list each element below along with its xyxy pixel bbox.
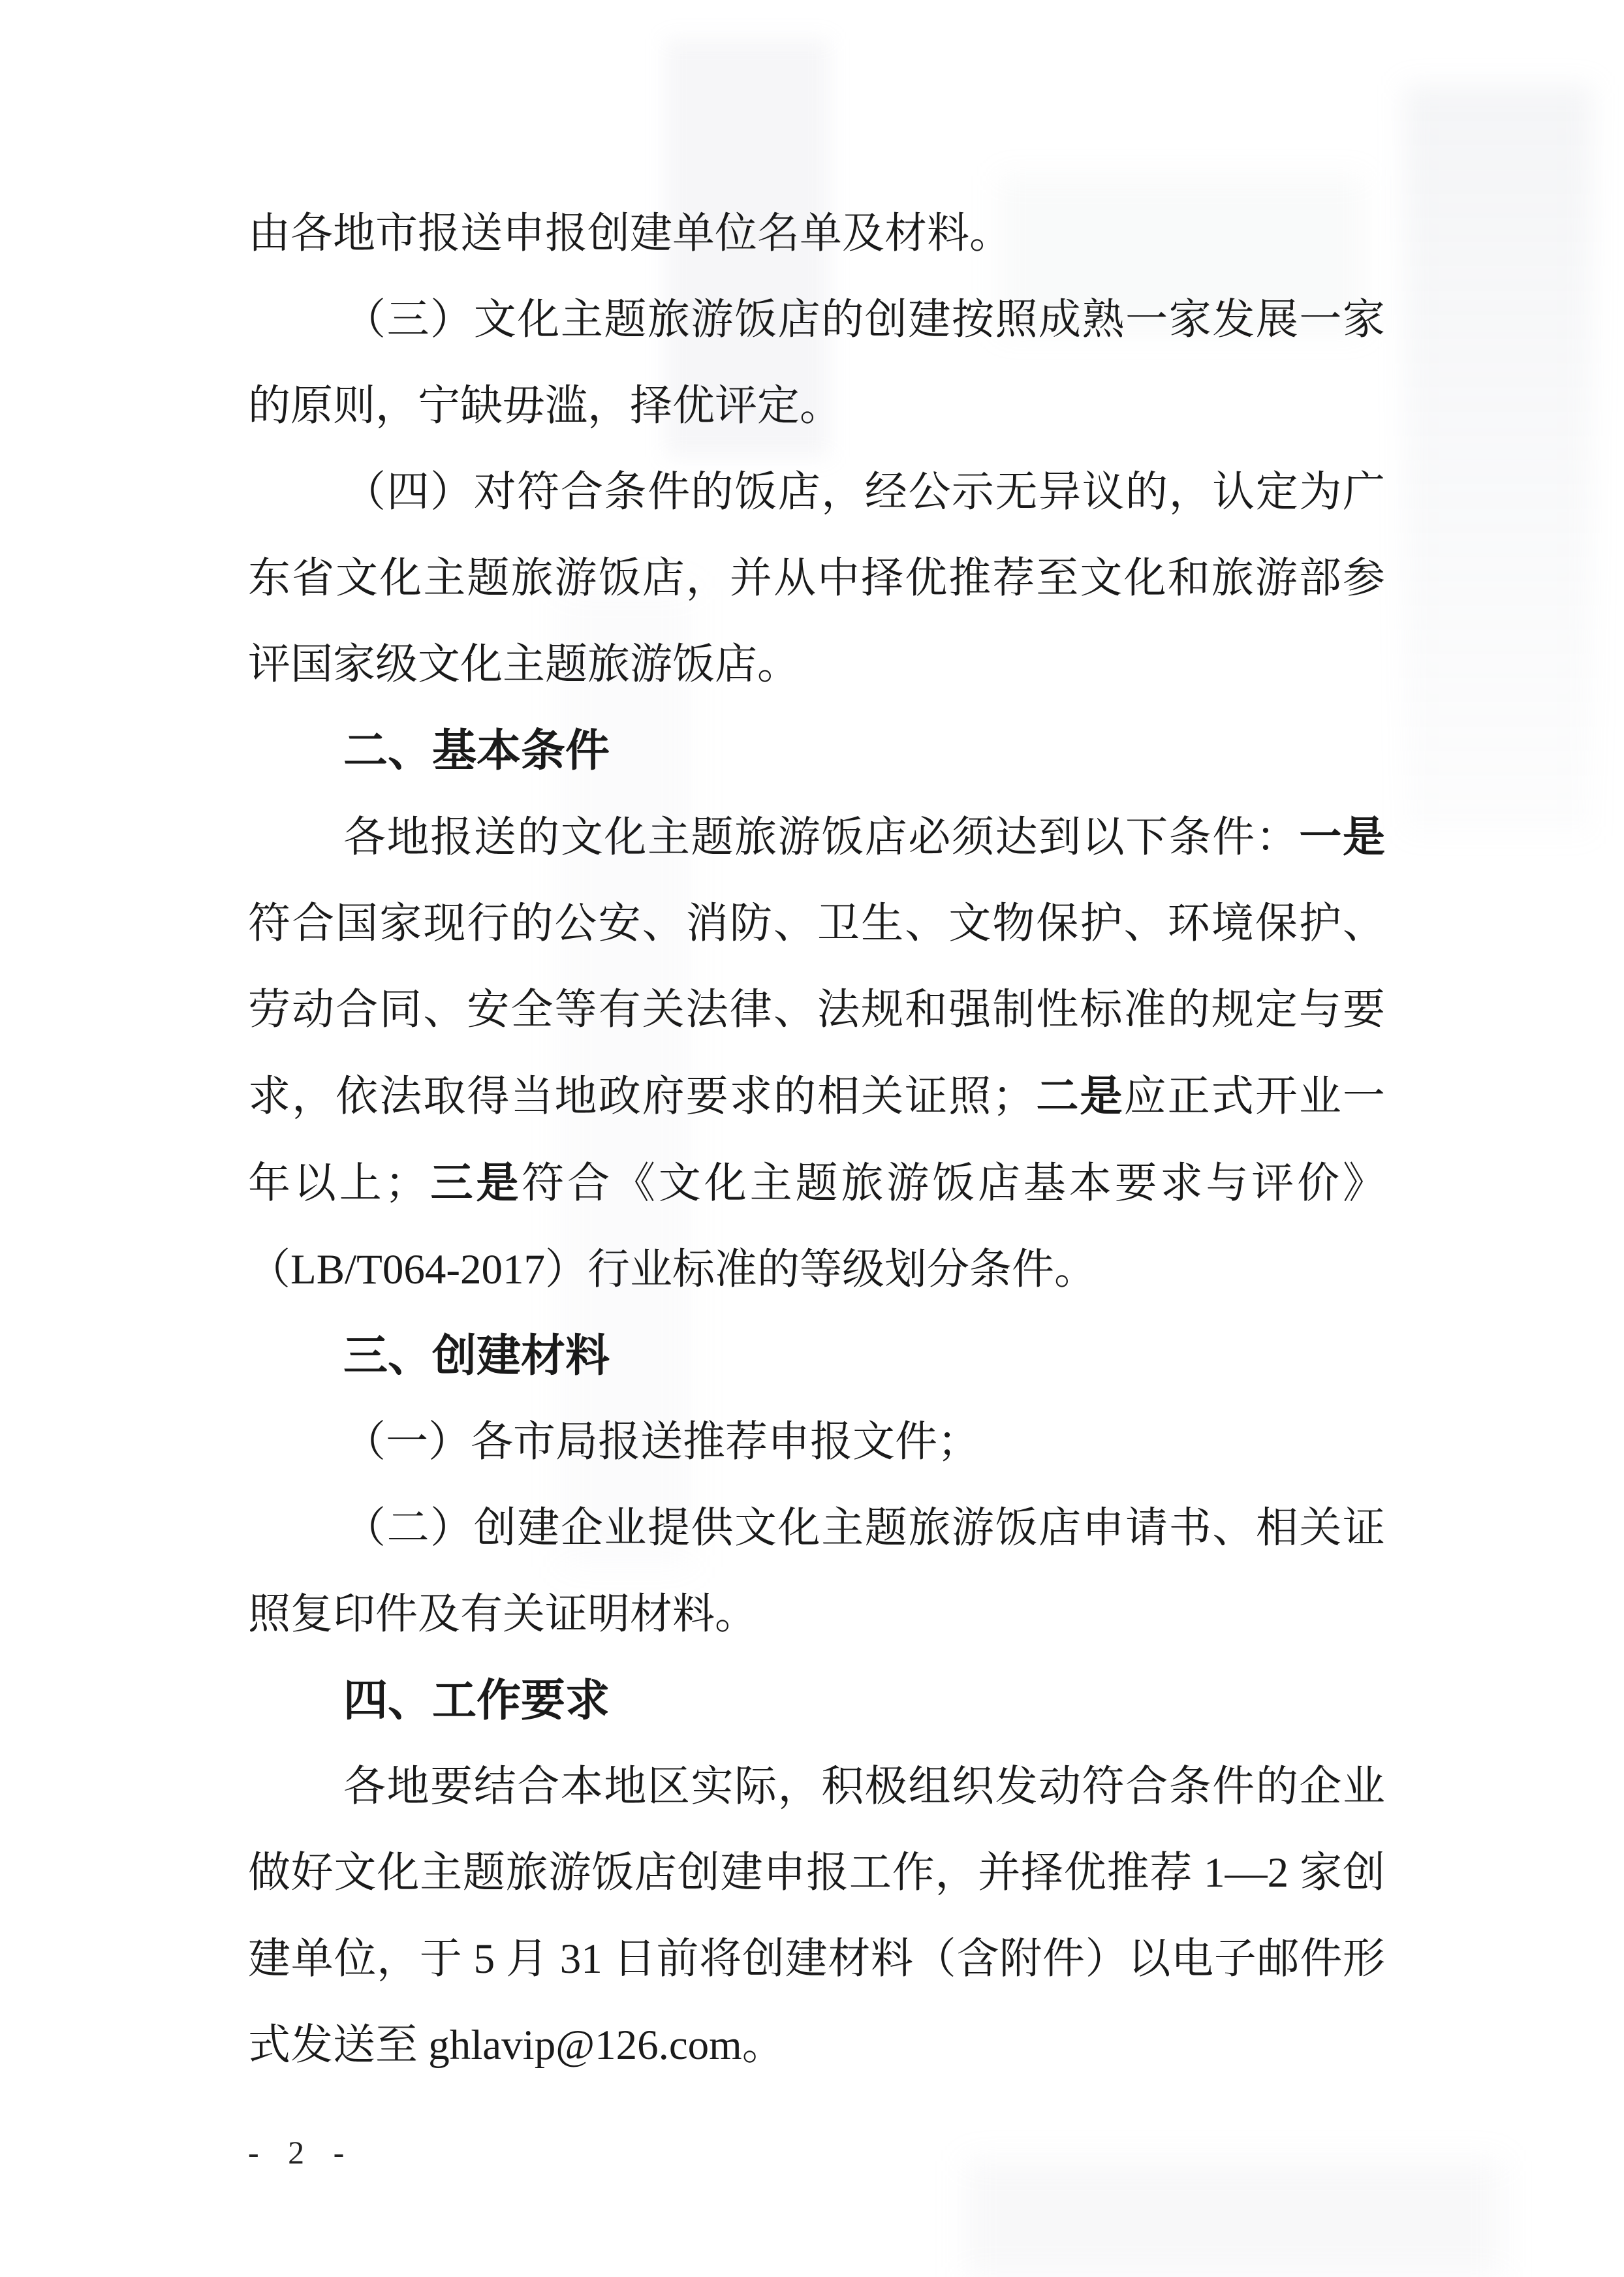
basic-conditions-lead: 各地报送的文化主题旅游饭店必须达到以下条件： [343, 814, 1300, 861]
page-number: - 2 - [248, 2134, 355, 2171]
paragraph-work-requirements: 各地要结合本地区实际，积极组织发动符合条件的企业做好文化主题旅游饭店创建申报工作，并择优推荐 1—2 家创建单位，于 5 月 31 日前将创建材料（含附件）以电子邮件形式发送至 ghlavip@126.com。 [248, 1763, 1385, 2069]
section-heading-work-requirements: 四、工作要求 [343, 1676, 610, 1725]
basic-conditions-point-three-text: 符合《文化主题旅游饭店基本要求与评价》（LB/T064-2017）行业标准的等级划分条件。 [248, 1160, 1385, 1293]
paragraph-item-four: （四）对符合条件的饭店，经公示无异议的，认定为广东省文化主题旅游饭店，并从中择优推荐至文化和旅游部参评国家级文化主题旅游饭店。 [248, 469, 1385, 688]
paragraph-carryover: 由各地市报送申报创建单位名单及材料。 [248, 210, 1012, 257]
emphasis-point-two: 二是 [1035, 1072, 1124, 1120]
scan-artifact [966, 2161, 1501, 2277]
section-heading-materials: 三、创建材料 [343, 1331, 610, 1381]
paragraph-materials-item-one: （一）各市局报送推荐申报文件； [343, 1419, 980, 1466]
emphasis-point-one: 一是 [1299, 813, 1385, 860]
emphasis-point-three: 三是 [427, 1159, 522, 1206]
basic-conditions-point-two-text: 应正式开业一年以上； [248, 1073, 1385, 1207]
document-body [248, 191, 1385, 2088]
paragraph-materials-item-two: （二）创建企业提供文化主题旅游饭店申请书、相关证照复印件及有关证明材料。 [248, 1505, 1385, 1638]
paragraph-basic-conditions [248, 794, 1385, 1313]
paragraph-item-three: （三）文化主题旅游饭店的创建按照成熟一家发展一家的原则，宁缺毋滥，择优评定。 [248, 296, 1385, 430]
basic-conditions-point-one-text: 符合国家现行的公安、消防、卫生、文物保护、环境保护、劳动合同、安全等有关法律、法规和强制性标准的规定与要求，依法取得当地政府要求的相关证照； [248, 900, 1385, 1120]
scan-artifact [1403, 85, 1593, 836]
section-heading-basic-conditions: 二、基本条件 [343, 726, 610, 776]
